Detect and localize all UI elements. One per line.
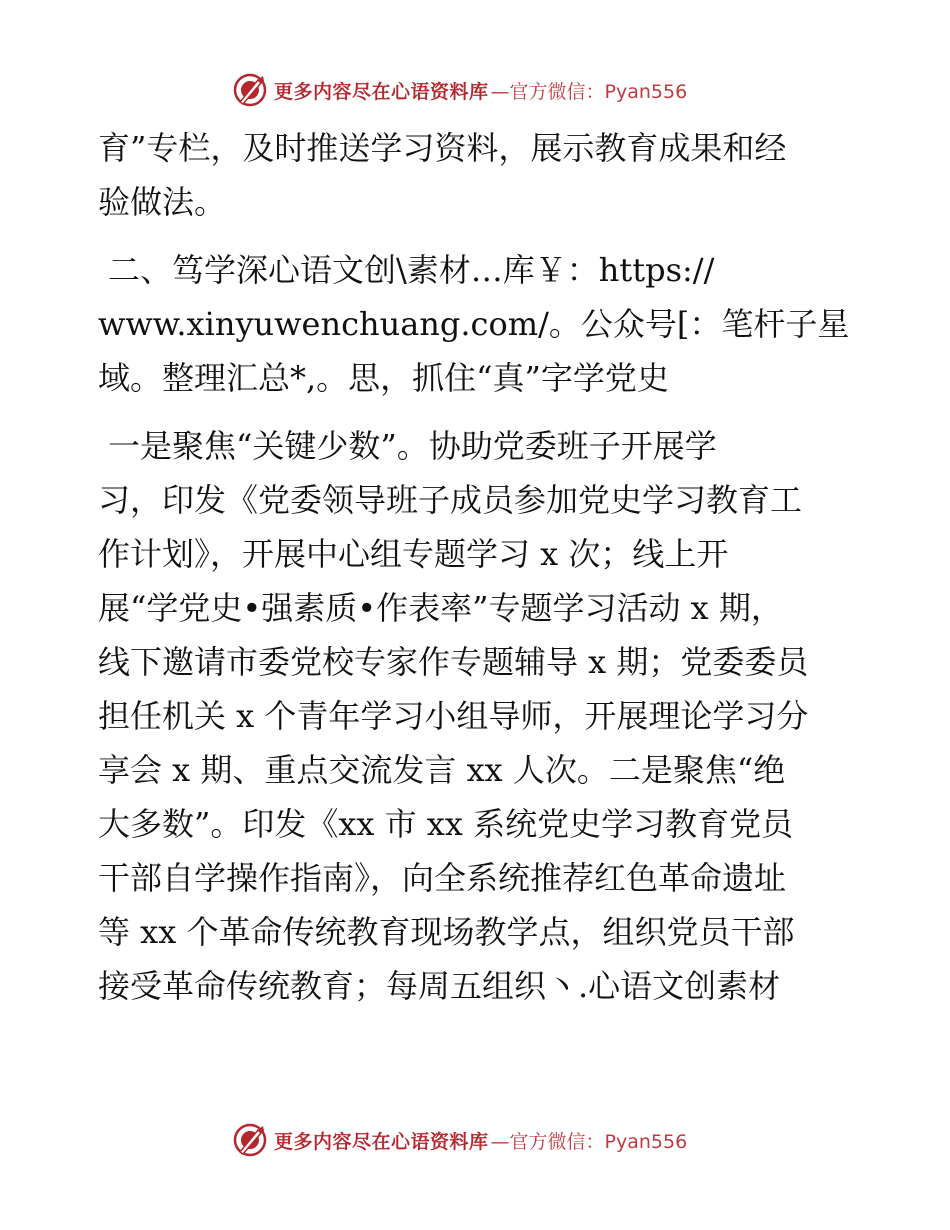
text-line: 一是聚焦“关键少数”。协助党委班子开展学 (108, 427, 717, 465)
text-line: 域。整理汇总*,。思，抓住“真”字学党史 (98, 359, 669, 397)
text-line: 作计划》，开展中心组专题学习 x 次；线上开 (98, 535, 729, 573)
banner-contact: —官方微信：Pyan556 (490, 80, 688, 103)
text-line: 展“学党史•强素质•作表率”专题学习活动 x 期， (98, 589, 783, 627)
text-line: 线下邀请市委党校专家作专题辅导 x 期；党委委员 (98, 643, 809, 681)
text-line: 习，印发《党委领导班子成员参加党史学习教育工 (98, 481, 803, 519)
paragraph-3 (98, 419, 858, 1013)
text-line: 等 xx 个革命传统教育现场教学点，组织党员干部 (98, 913, 795, 951)
paragraph-1 (98, 121, 858, 229)
text-line: 享会 x 期、重点交流发言 xx 人次。二是聚焦“绝 (98, 751, 786, 789)
banner-title: 更多内容尽在心语资料库 (274, 80, 489, 103)
text-line: 干部自学操作指南》，向全系统推荐红色革命遗址 (98, 859, 787, 897)
text-line: www.xinyuwenchuang.com/。公众号[：笔杆子星 (98, 305, 850, 343)
footer-banner (232, 1120, 687, 1160)
text-line: 验做法。 (98, 183, 227, 221)
document-body (98, 121, 858, 1013)
banner-contact: —官方微信：Pyan556 (490, 1130, 688, 1153)
paragraph-2 (98, 243, 858, 405)
banner-title: 更多内容尽在心语资料库 (274, 1130, 489, 1153)
text-line: 接受革命传统教育；每周五组织丶.心语文创素材 (98, 967, 781, 1005)
section-heading: 二、笃学深心语文创\素材…库￥：https:// (108, 251, 715, 289)
text-line: 大多数”。印发《xx 市 xx 系统党史学习教育党员 (98, 805, 794, 843)
pen-logo-icon (232, 1122, 268, 1158)
text-line: 育”专栏，及时推送学习资料，展示教育成果和经 (98, 129, 787, 167)
pen-logo-icon (232, 72, 268, 108)
text-line: 担任机关 x 个青年学习小组导师，开展理论学习分 (98, 697, 809, 735)
header-banner (232, 70, 687, 110)
